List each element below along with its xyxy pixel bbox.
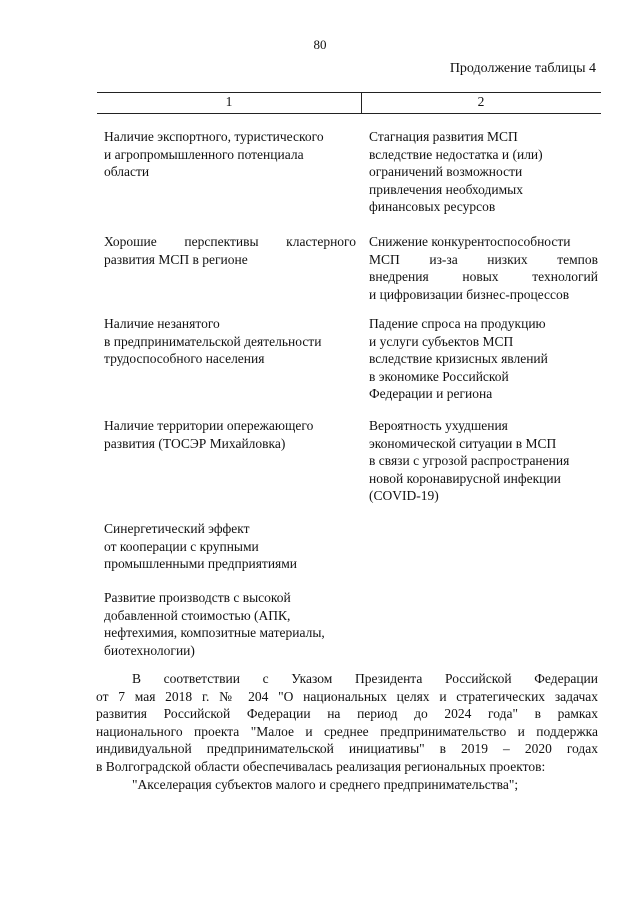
cell-line: Синергетический эффект bbox=[104, 521, 250, 536]
cell-line: Федерации и региона bbox=[369, 386, 493, 402]
cell-line: добавленной стоимостью (АПК, bbox=[104, 607, 291, 623]
table-continuation-label: Продолжение таблицы 4 bbox=[449, 61, 596, 76]
table-cell-strength bbox=[104, 520, 356, 573]
cell-line: биотехнологии) bbox=[104, 642, 195, 658]
table-cell-threat bbox=[369, 128, 598, 216]
table-cell-strength bbox=[104, 589, 356, 659]
cell-line: внедрения новых технологий bbox=[369, 269, 598, 285]
cell-line: в связи с угрозой распространения bbox=[369, 453, 570, 469]
paragraph-line: В соответствии с Указом Президента Российской Федерации bbox=[132, 671, 598, 686]
cell-line: и услуги субъектов МСП bbox=[369, 333, 514, 349]
cell-line: в экономике Российской bbox=[369, 368, 509, 384]
table-cell-strength bbox=[104, 233, 356, 268]
cell-line: привлечения необходимых bbox=[369, 181, 523, 197]
paragraph-line: от 7 мая 2018 г. № 204 "О национальных целях и стратегических задачах bbox=[96, 688, 598, 704]
table-header-col-2: 2 bbox=[477, 94, 485, 109]
table-header-col-1: 1 bbox=[225, 94, 233, 109]
body-paragraph bbox=[96, 670, 598, 793]
cell-line: финансовых ресурсов bbox=[369, 199, 496, 215]
cell-line: Развитие производств с высокой bbox=[104, 590, 291, 605]
cell-line: Хорошие перспективы кластерного bbox=[104, 234, 356, 249]
table-top-rule bbox=[97, 92, 601, 93]
cell-line: МСП из-за низких темпов bbox=[369, 251, 598, 267]
table-header-rule bbox=[97, 113, 601, 114]
cell-line: Вероятность ухудшения bbox=[369, 418, 508, 433]
cell-line: развития (ТОСЭР Михайловка) bbox=[104, 435, 286, 451]
cell-line: экономической ситуации в МСП bbox=[369, 435, 557, 451]
cell-line: вследствие недостатка и (или) bbox=[369, 146, 543, 162]
cell-line: трудоспособного населения bbox=[104, 351, 265, 367]
cell-line: промышленными предприятиями bbox=[104, 556, 298, 572]
cell-line: и агропромышленного потенциала bbox=[104, 146, 304, 162]
cell-line: развития МСП в регионе bbox=[104, 251, 248, 267]
paragraph-line: национального проекта "Малое и среднее предпринимательство и поддержка bbox=[96, 723, 598, 739]
paragraph-line: индивидуальной предпринимательской инициативы" в 2019 – 2020 годах bbox=[96, 741, 598, 757]
cell-line: от кооперации с крупными bbox=[104, 538, 259, 554]
cell-line: новой коронавирусной инфекции bbox=[369, 470, 561, 486]
cell-line: области bbox=[104, 164, 150, 180]
cell-line: Падение спроса на продукцию bbox=[369, 316, 546, 331]
table-cell-strength bbox=[104, 128, 356, 181]
cell-line: Снижение конкурентоспособности bbox=[369, 234, 571, 249]
cell-line: Наличие экспортного, туристического bbox=[104, 129, 324, 144]
cell-line: ограничений возможности bbox=[369, 164, 523, 180]
table-cell-strength bbox=[104, 417, 356, 452]
table-cell-threat bbox=[369, 417, 598, 505]
project-list-item: "Акселерация субъектов малого и среднего предпринимательства"; bbox=[132, 776, 519, 792]
cell-line: Наличие незанятого bbox=[104, 316, 220, 331]
table-cell-threat bbox=[369, 315, 598, 403]
cell-line: нефтехимия, композитные материалы, bbox=[104, 625, 325, 641]
cell-line: вследствие кризисных явлений bbox=[369, 351, 548, 367]
cell-line: Стагнация развития МСП bbox=[369, 129, 518, 144]
cell-line: и цифровизации бизнес-процессов bbox=[369, 286, 570, 302]
cell-line: Наличие территории опережающего bbox=[104, 418, 314, 433]
paragraph-line: в Волгоградской области обеспечивалась реализация региональных проектов: bbox=[96, 758, 546, 774]
cell-line: (COVID-19) bbox=[369, 488, 439, 504]
cell-line: в предпринимательской деятельности bbox=[104, 333, 322, 349]
table-cell-strength bbox=[104, 315, 356, 368]
table-cell-threat bbox=[369, 233, 598, 303]
page-number: 80 bbox=[313, 37, 327, 52]
paragraph-line: развития Российской Федерации на период до 2024 года" в рамках bbox=[96, 706, 598, 722]
